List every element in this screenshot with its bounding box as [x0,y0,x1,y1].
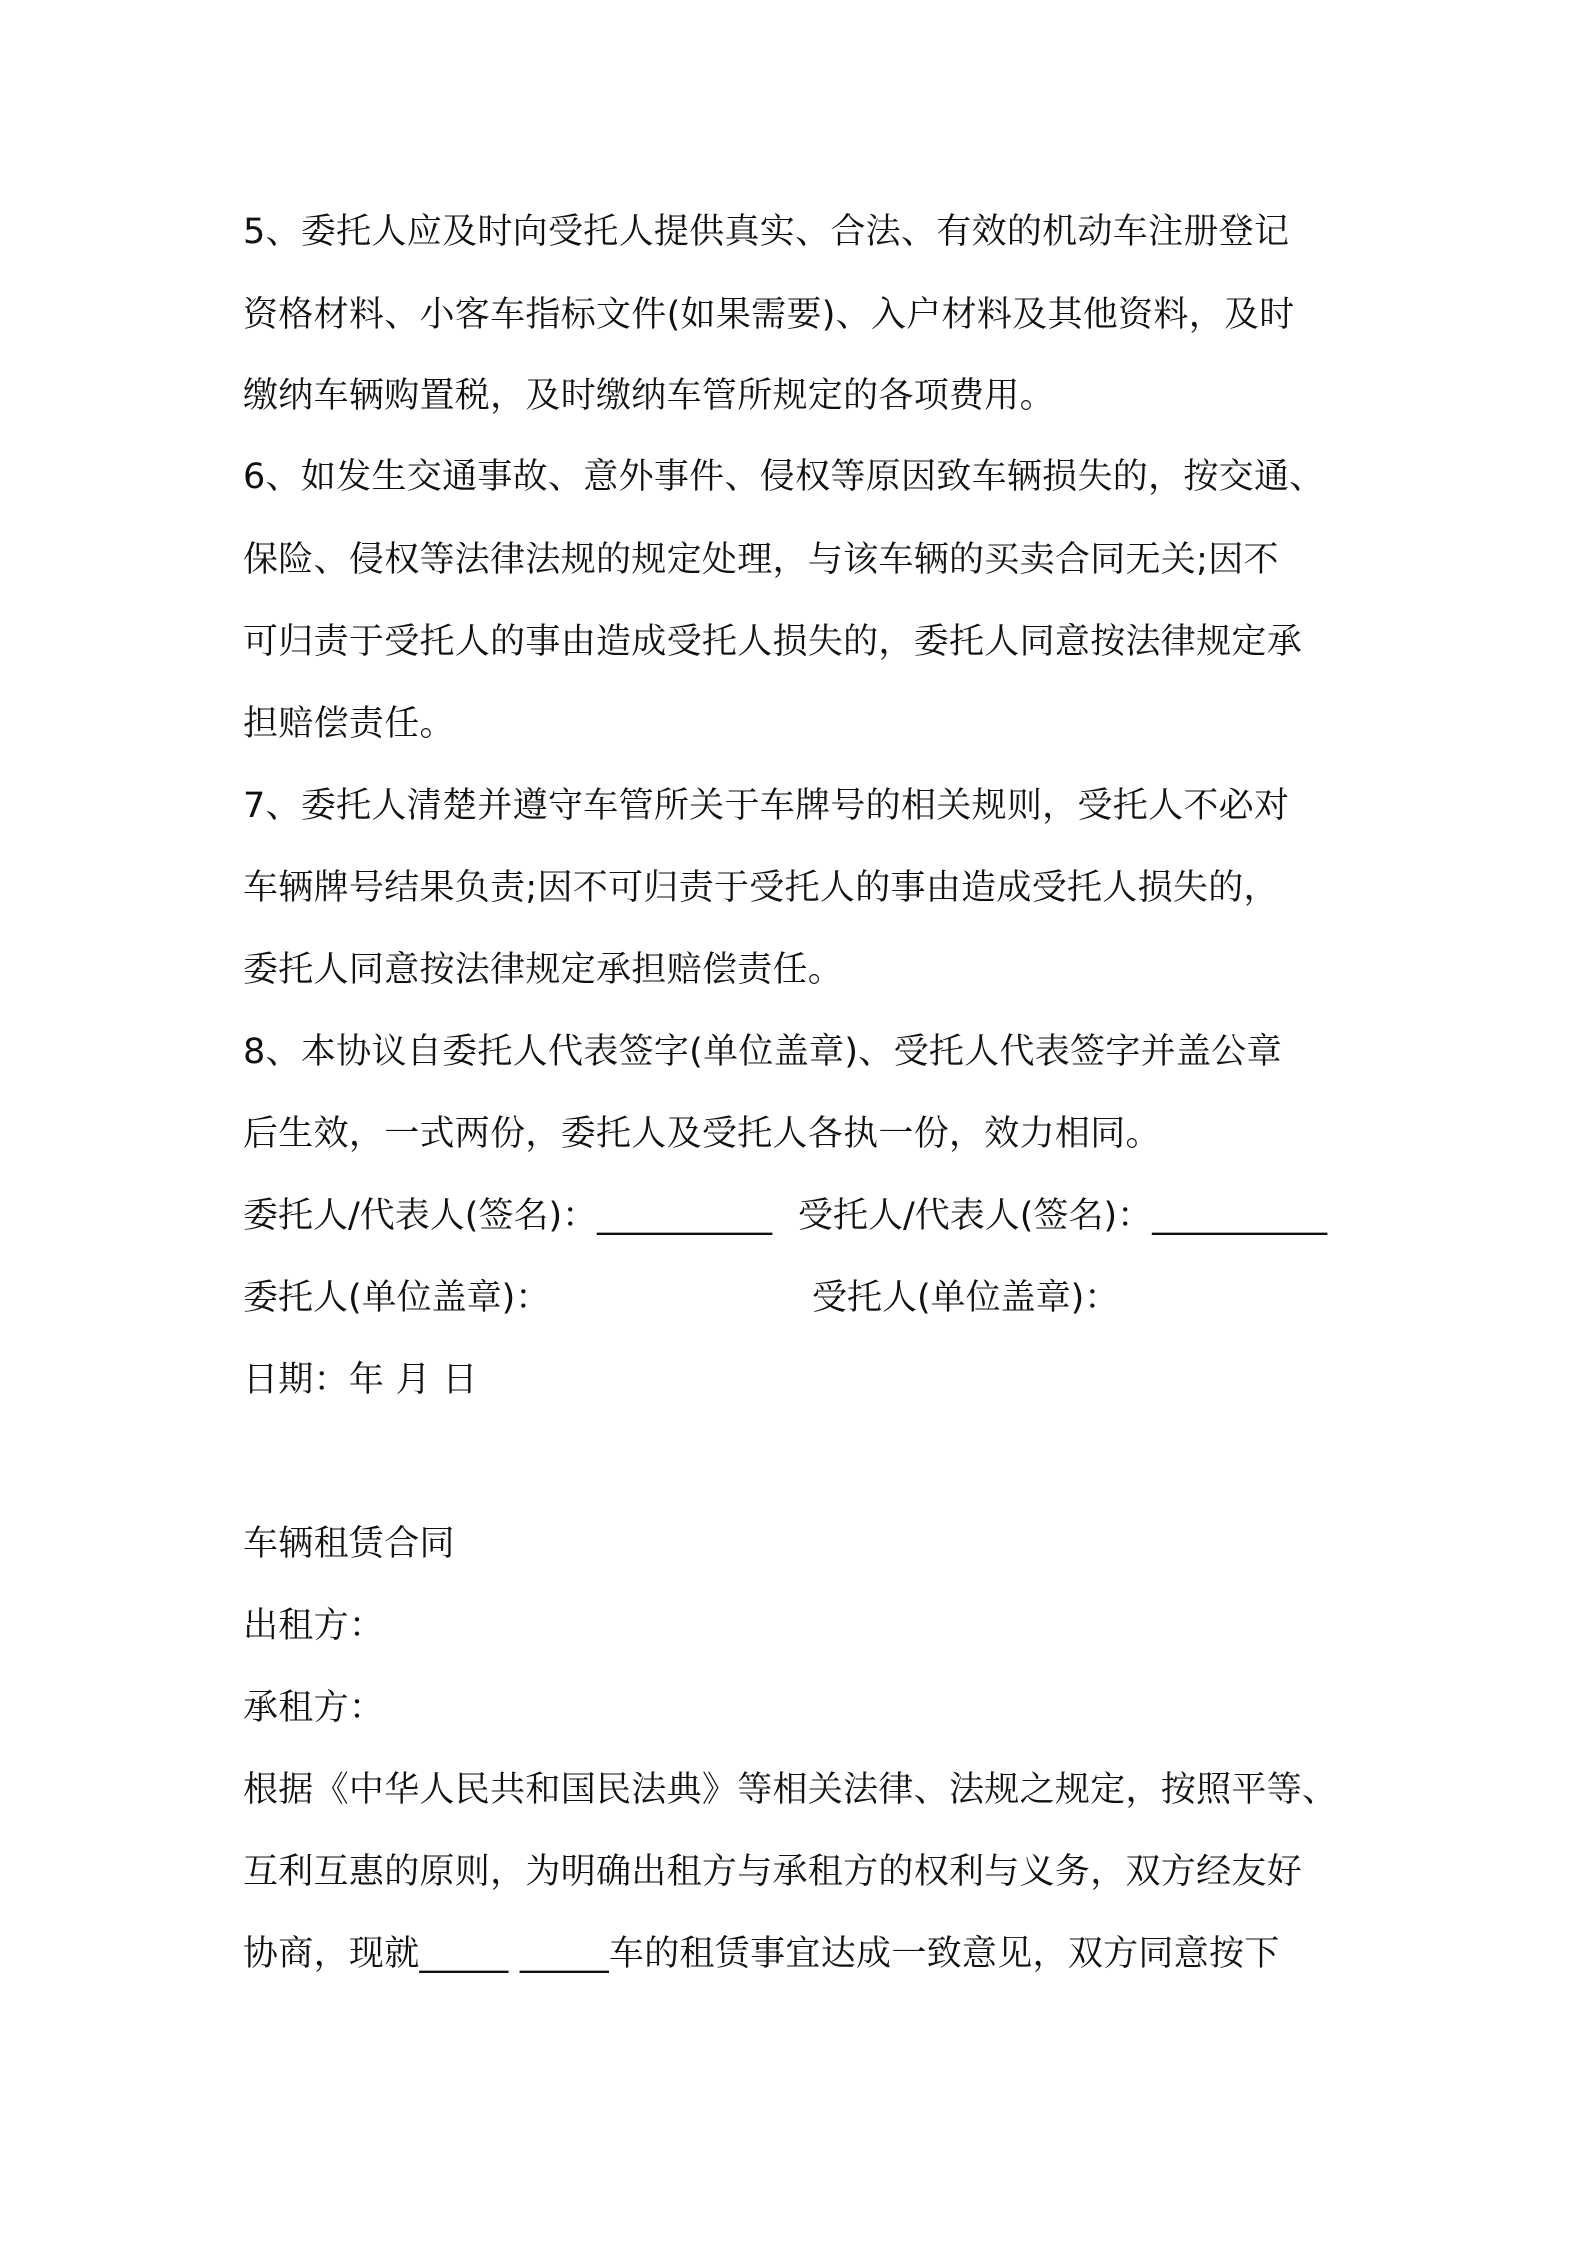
clause-6-line-4: 担赔偿责任。 [243,704,455,744]
lease-paragraph-line-3: 协商，现就_____ _____车的租赁事宜达成一致意见，双方同意按下 [243,1934,1280,1974]
date-line: 日期：年 月 日 [243,1360,478,1400]
agent-signature-line: 受托人/代表人(签名)：__________ [798,1196,1328,1236]
clause-8-line-2: 后生效，一式两份，委托人及受托人各执一份，效力相同。 [243,1114,1161,1154]
clause-6-line-3: 可归责于受托人的事由造成受托人损失的，委托人同意按法律规定承 [243,622,1303,662]
principal-signature-line: 委托人/代表人(签名)：__________ [243,1196,773,1236]
clause-8-line-1: 8、本协议自委托人代表签字(单位盖章)、受托人代表签字并盖公章 [243,1032,1282,1072]
lease-title: 车辆租赁合同 [243,1524,455,1564]
clause-5-line-2: 资格材料、小客车指标文件(如果需要)、入户材料及其他资料，及时 [243,295,1295,335]
clause-5-line-1: 5、委托人应及时向受托人提供真实、合法、有效的机动车注册登记 [243,212,1290,252]
clause-7-line-1: 7、委托人清楚并遵守车管所关于车牌号的相关规则，受托人不必对 [243,786,1290,826]
agent-seal-line: 受托人(单位盖章)： [812,1278,1120,1318]
lease-paragraph-line-2: 互利互惠的原则，为明确出租方与承租方的权利与义务，双方经友好 [243,1852,1303,1892]
lease-paragraph-line-1: 根据《中华人民共和国民法典》等相关法律、法规之规定，按照平等、 [243,1770,1338,1810]
clause-7-line-2: 车辆牌号结果负责;因不可归责于受托人的事由造成受托人损失的， [243,868,1279,908]
lessee-line: 承租方： [243,1688,385,1728]
clause-6-line-2: 保险、侵权等法律法规的规定处理，与该车辆的买卖合同无关;因不 [243,540,1279,580]
clause-7-line-3: 委托人同意按法律规定承担赔偿责任。 [243,950,844,990]
clause-5-line-3: 缴纳车辆购置税，及时缴纳车管所规定的各项费用。 [243,376,1055,416]
lessor-line: 出租方： [243,1606,385,1646]
clause-6-line-1: 6、如发生交通事故、意外事件、侵权等原因致车辆损失的，按交通、 [243,457,1325,497]
principal-seal-line: 委托人(单位盖章)： [243,1278,551,1318]
